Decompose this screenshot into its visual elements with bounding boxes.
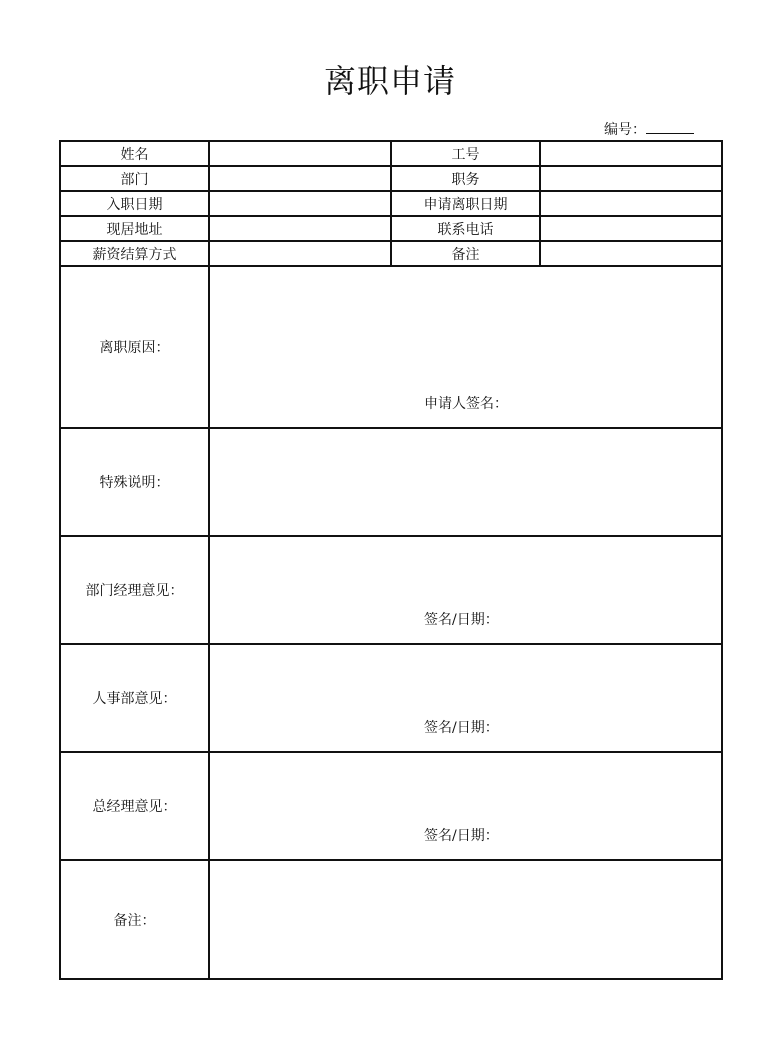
gm-opinion-field[interactable]	[209, 752, 722, 860]
section-row-dept-manager	[60, 536, 722, 644]
serial-number-label: 编号：	[604, 122, 646, 138]
label-hire-date: 入职日期	[60, 191, 209, 216]
serial-number-blank[interactable]	[646, 121, 694, 134]
remarks-field[interactable]	[209, 860, 722, 979]
dept-manager-opinion-field[interactable]	[209, 536, 722, 644]
employee-id-field[interactable]	[540, 141, 722, 166]
section-row-special	[60, 428, 722, 536]
salary-settlement-field[interactable]	[209, 241, 391, 266]
info-row-salary	[60, 241, 722, 266]
label-phone: 联系电话	[391, 216, 540, 241]
info-row-contact	[60, 216, 722, 241]
hr-opinion-field[interactable]	[209, 644, 722, 752]
special-notes-field[interactable]	[209, 428, 722, 536]
serial-number	[604, 119, 694, 139]
label-hr-opinion: 人事部意见：	[60, 644, 209, 752]
page-title: 离职申请	[323, 62, 456, 100]
department-field[interactable]	[209, 166, 391, 191]
name-field[interactable]	[209, 141, 391, 166]
resignation-form-table	[59, 140, 723, 980]
resignation-reason-field[interactable]	[209, 266, 722, 428]
section-row-reason	[60, 266, 722, 428]
label-remarks: 备注：	[60, 860, 209, 979]
applicant-signature-label: 申请人签名：	[424, 396, 508, 412]
label-name: 姓名	[60, 141, 209, 166]
info-row-department	[60, 166, 722, 191]
label-address: 现居地址	[60, 216, 209, 241]
label-position: 职务	[391, 166, 540, 191]
label-dept-manager-opinion: 部门经理意见：	[60, 536, 209, 644]
label-employee-id: 工号	[391, 141, 540, 166]
label-resignation-reason: 离职原因：	[60, 266, 209, 428]
position-field[interactable]	[540, 166, 722, 191]
label-gm-opinion: 总经理意见：	[60, 752, 209, 860]
label-department: 部门	[60, 166, 209, 191]
label-salary-settlement: 薪资结算方式	[60, 241, 209, 266]
label-resignation-date: 申请离职日期	[391, 191, 540, 216]
hr-signature-label: 签名/日期：	[424, 720, 499, 736]
info-row-dates	[60, 191, 722, 216]
label-special-notes: 特殊说明：	[60, 428, 209, 536]
section-row-gm	[60, 752, 722, 860]
dept-manager-signature-label: 签名/日期：	[424, 612, 499, 628]
hire-date-field[interactable]	[209, 191, 391, 216]
section-row-hr	[60, 644, 722, 752]
gm-signature-label: 签名/日期：	[424, 828, 499, 844]
info-row-name	[60, 141, 722, 166]
phone-field[interactable]	[540, 216, 722, 241]
label-remarks-short: 备注	[391, 241, 540, 266]
remarks-short-field[interactable]	[540, 241, 722, 266]
address-field[interactable]	[209, 216, 391, 241]
resignation-date-field[interactable]	[540, 191, 722, 216]
section-row-remarks	[60, 860, 722, 979]
